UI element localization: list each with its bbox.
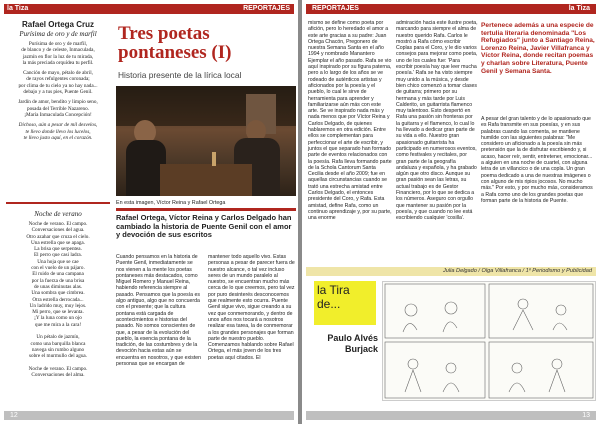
- section-label: REPORTAJES: [243, 5, 290, 12]
- poem-line: El ruido de una campana: [32, 271, 84, 278]
- poem-line: Canción de mayo, pétalo de abril,: [23, 70, 93, 77]
- poem-divider: [6, 202, 110, 204]
- poem-line: Otra estrella derrocada...: [32, 296, 84, 303]
- tira-artist: Paulo Alvés Burjack: [327, 333, 378, 354]
- poem-line: Un ladrido muy, muy lejos.: [29, 302, 87, 309]
- poem-line: te llevo justo aquí, en el corazón.: [23, 134, 93, 141]
- poem-stanza: [6, 99, 110, 118]
- poem2-title: Noche de verano: [34, 210, 82, 218]
- poem-line: Noche de verano. El campo.: [28, 221, 88, 227]
- poem-line: jazmín en flor la luz de tu mirada,: [22, 53, 94, 60]
- poem-line: de rayos refulgentes coronada;: [26, 76, 90, 83]
- poem-author: Rafael Ortega Cruz: [21, 20, 95, 29]
- poem2-column: [6, 210, 110, 378]
- article-col-3: mismo se define como poeta por afición, pero lo heredado el amor a este arte gracias a su padre: Juan Ortega Chacón, Pregonero de nuestra Semana Santa en el año 1994 y nombrado Manantero Ejemplar el año pasado. Rafa se vio aquí inspirado por su figura paterna, pero a lo largo de los años se ve rodeado de auténticos artistas y aficionados por la poesía y el pueblo, lo cual le sirve de herramienta para aprender y familiarizarse aún más con este arte. Se ve inspirado nada más y nada menos que por Víctor Reina y Carlos Delgado, de quienes hablaremos en otra edición. Entre ellos se complementan para perfeccionar el arte de escribir, y juntos el que separado han formado parte de eventos relacionados con la poesía. Rafa lleva formando parte de la Schola Cantorum Santa Cecilia desde el año 2009; fue en aquellas circunstancias cuando se trató una estrecha amistad entre Carlos Delgado, el entonces presidente del Coro, y Rafa. Esta amistad, define Rafa, como un continuo aprendizaje y, por su parte, una enorme: [308, 20, 392, 222]
- comic-strip: [382, 281, 596, 401]
- poem-line: Un pétalo de jazmín,: [36, 334, 80, 341]
- footer-bar: [306, 411, 596, 420]
- poem-stanza: [6, 122, 110, 141]
- poem-line: Conversaciones del agua.: [31, 227, 85, 234]
- article-photo: [116, 86, 296, 196]
- poem-stanza: [6, 70, 110, 95]
- poem-line: La brisa que serpentea.: [34, 246, 82, 253]
- page-number: 13: [582, 412, 590, 419]
- article-col-1: Cuando pensamos en la historia de Puente Genil, inmediatamente se nos vienen a la mente los poetas pontaneses más destacados, como Miguel Romero y Manuel Reina, habiendo referencia siempre al pasado. Pensamos que la poesía es algo antiguo, algo que no concuerda con el presente; que la cultura pontana está cargada de acontecimientos e historias del pasado. No somos conscientes de que, a pesar de la evolución del pueblo, la esencia pontana de la tradición, de las costumbres y de la devoción hacia estas aún se encuentra en nosotros, y que existen personas que se encargan de: [116, 254, 202, 368]
- tira-banner: [314, 281, 376, 325]
- article-title: Tres poetas pontaneses (I): [118, 23, 232, 63]
- section-name: la Tiza: [7, 5, 29, 12]
- comic-drawing: [383, 282, 595, 400]
- left-page: [0, 0, 298, 424]
- poem-line: de unas diminutas alas.: [33, 283, 83, 290]
- poem-line: sobre el murmullo del agua.: [28, 353, 88, 360]
- poem-line: con el vuelo de un pájaro.: [31, 265, 85, 272]
- poem-line: Jardín de amor, bendito y limpio seno,: [18, 99, 98, 106]
- poem-line: Una estrella que se apaga.: [30, 239, 85, 246]
- right-page: [302, 0, 600, 424]
- poem-line: que me mira a la cara!: [34, 321, 82, 328]
- poem-line: Purísima de oro y de marfil,: [28, 41, 88, 47]
- poem-line: posada del Terrible Nazareno.: [26, 105, 90, 112]
- section-label: REPORTAJES: [312, 5, 359, 12]
- section-name: la Tiza: [568, 5, 590, 12]
- article-col-5: A pesar del gran talento y de lo apasionado que es Rafa transmite en sus poesías, y en sus palabras cuando las comenta, se mantiene humilde con las siguientes palabras: "Me considero un aficionado a la poesía sin más pretensión que la de disfrutar escribiendo y, si acaso, hacer reír, sentir, entretener, emocionar... a alguien en una noche de cuartel, con alguna letra de un villancico o de una copla. Un gran poema dedicado a una de nuestras imágenes o con alguno de mis ripios jocosos. No mucho más." Por esto, y por mucho más, consideramos a Rafa como uno de los grandes poetas que forman parte de la historia de Puente.: [481, 116, 593, 204]
- poem-line: como una barquilla blanca: [30, 340, 86, 347]
- poem-line: El perro que casi ladra.: [34, 252, 82, 259]
- poem-line: ¡María Inmaculada Concepción!: [24, 111, 92, 118]
- header-bar: [306, 4, 596, 14]
- poem-stanza: [6, 41, 110, 66]
- poem-line: Una sombra que cimbrea.: [31, 290, 85, 297]
- byline: Julia Delgado / Olga Villafranca / 1º Periodismo y Publicidad: [442, 268, 592, 274]
- page-number: 12: [10, 412, 18, 419]
- tira-title: la Tira de...: [317, 283, 350, 311]
- poem-line: Conversaciones del alma.: [31, 372, 85, 379]
- poem-column: [6, 20, 110, 145]
- caption-bar: [116, 208, 296, 211]
- poem-body: [6, 41, 110, 141]
- article-headline: Rafael Ortega, Víctor Reina y Carlos Delgado han cambiado la historia de Puente Genil con el amor y devoción de sus escritos: [116, 213, 292, 239]
- poem-line: Mi perro, que se levanta.: [32, 309, 84, 316]
- article-col-2: mantener todo aquello vivo. Estas personas a pesar de parecer fuera de nuestro alcance, o tal vez incluso seres de un mundo paralelo al nuestro, se encuentran mucho más cerca de lo que creemos, pero tal vez por puro desinterés desconocemos que realmente esto ocurra. Puente Genil sigue vivo, sigue creando a su vez que conmemorando, y dentro de unos años nos tocará a nosotros realizar esa tarea, la de conmemorar a los grandes personajes que forman parte de nuestro pueblo. Comenzamos hablando sobre Rafael Ortega, el más joven de los tres poetas aquí citados. El: [208, 254, 295, 361]
- poem-line: navega sin rumbo alguno: [31, 346, 85, 353]
- article-subtitle: Historia presente de la lírica local: [118, 70, 242, 80]
- photo-caption: En esta imagen, Víctor Reina y Rafael Ortega: [116, 200, 226, 206]
- poem-line: te llevo donde llevo los lucelos,: [25, 128, 91, 135]
- poem-line: Una hoja que se cae: [37, 258, 79, 265]
- poem-line: por clima de tu cielo ya no hay nada...: [18, 82, 98, 89]
- byline-bar: [306, 267, 596, 276]
- footer-bar: [4, 411, 294, 420]
- poem-title: Purísima de oro y de marfil: [19, 30, 97, 38]
- poem-line: Noche de verano. El campo.: [28, 365, 88, 372]
- poem2-body: [6, 221, 110, 378]
- poem-line: Dichoso, aún a pesar de mil desvelos,: [18, 122, 98, 129]
- poem-line: por la fuerza de una brisa: [31, 277, 85, 284]
- poem-line: Otro azahar que cruza el cielo.: [26, 233, 90, 240]
- poem-line: debajo y a tus pies, Puente Genil.: [23, 89, 93, 96]
- poem-line: la más preciada orquídea tu perfil.: [22, 59, 94, 66]
- header-bar: [4, 4, 294, 14]
- poem-line: ¡Y la luna como un ojo: [34, 315, 82, 322]
- poem-line: de blanco y de celeste, Inmaculada,: [21, 47, 95, 54]
- highlight-intro: Pertenece además a una especie de tertulia literaria denominada "Los Refugiados" junto a Santiago Reina, Lorenzo Reina, Javier Villafranca y Víctor Reina, donde recitan poemas y charlan sobre Literatura, Puente Genil y Semana Santa.: [481, 22, 595, 75]
- article-col-4: admiración hacia este ilustre poeta, marcando para siempre el alma de nuestro querido Rafa. Carlos le mostró a Rafa cómo escribir Coplas para el Coro, y le dio varios consejos para mejorar como poeta, uno de los cuales fue: 'Para escribir poesía hay que leer mucha poesía.' Rafa se ha visto siempre muy unido a la música, y desde bien chico comenzó a tomar clases de guitarra; primero por su hermana y más tarde por Luis Calderito, un guitarrista flamenco muy talentoso. Esto despertó en Rafa una pasión sin fronteras por la guitarra y el flamenco, lo cual lo ha llevado a dedicar gran parte de su vida a ello. Nuestro gran apasionado guitarrista ha participado en numerosos eventos, como festivales y recitales, por gran parte de la geografía andaluza y española, y ha grabado algún que otro disco. Aunque su gran pasión sean las letras, su actual trabajo es de Gestor Financiero, por lo que se dedica a los números. Aseguro con orgullo que mantener su pasión por la poesía, y que cuando no lee está escribiendo cualquier 'cosilla'.: [396, 20, 478, 222]
